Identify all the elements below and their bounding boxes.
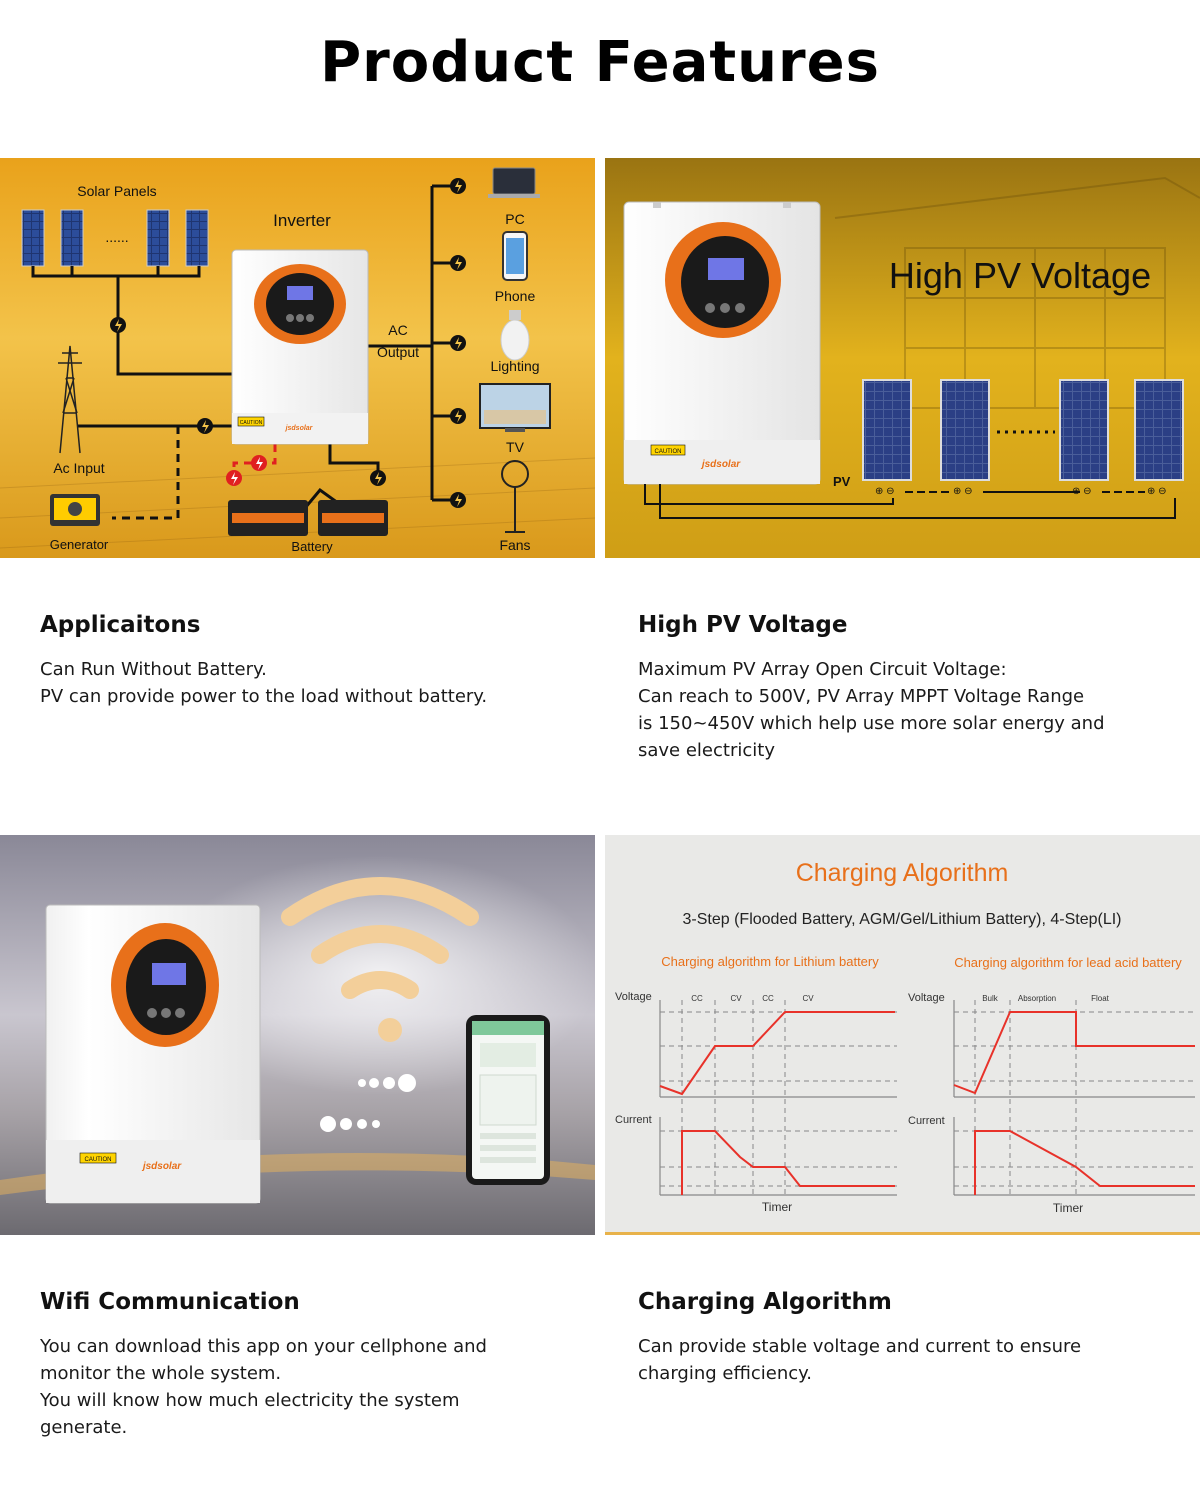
tv-icon — [480, 384, 550, 432]
charging-line: Can provide stable voltage and current to ensure — [638, 1336, 1082, 1357]
tv-label: TV — [506, 439, 524, 455]
applications-line: Can Run Without Battery. — [40, 659, 267, 680]
svg-text:⊕ ⊖: ⊕ ⊖ — [1072, 486, 1092, 497]
high-pv-line: Maximum PV Array Open Circuit Voltage: — [638, 659, 1007, 680]
panel-dots: ...... — [105, 229, 129, 245]
phone-label: Phone — [494, 288, 536, 304]
charging-line: charging efficiency. — [638, 1363, 812, 1384]
pv-label: PV — [833, 474, 851, 489]
wifi-heading: Wifi Communication — [40, 1289, 300, 1315]
phase-label: CC — [691, 994, 703, 1003]
high-pv-line: Can reach to 500V, PV Array MPPT Voltage Range — [638, 686, 1085, 707]
battery-icon — [228, 500, 388, 536]
current-axis-label: Current — [615, 1114, 652, 1126]
caution-label: CAUTION — [239, 420, 263, 426]
svg-text:⊕ ⊖: ⊕ ⊖ — [1147, 486, 1167, 497]
brand-logo: jsdsolar — [701, 459, 741, 470]
applications-caption — [40, 612, 570, 710]
phase-label: CV — [802, 994, 814, 1003]
phase-label: CV — [730, 994, 742, 1003]
fans-label: Fans — [499, 537, 531, 553]
wifi-line: generate. — [40, 1417, 128, 1438]
high-pv-caption-heading: High PV Voltage — [638, 612, 848, 638]
phase-label: Float — [1091, 994, 1109, 1003]
timer-axis-label: Timer — [761, 1200, 793, 1214]
output-label: Output — [376, 344, 420, 360]
applications-heading: Applicaitons — [40, 612, 201, 638]
lithium-chart-title: Charging algorithm for Lithium battery — [661, 954, 879, 969]
phase-label: Bulk — [982, 994, 998, 1003]
high-pv-caption — [638, 612, 1168, 764]
voltage-axis-label: Voltage — [908, 992, 945, 1004]
brand-logo: jsdsolar — [285, 425, 313, 432]
high-pv-line: save electricity — [638, 740, 775, 761]
smartphone-app-icon — [466, 1015, 550, 1185]
charging-panel-title: Charging Algorithm — [795, 859, 1009, 887]
lead-acid-chart-title: Charging algorithm for lead acid battery — [954, 955, 1182, 970]
voltage-axis-label: Voltage — [615, 991, 652, 1003]
ac-label: AC — [388, 322, 408, 338]
wifi-line: You will know how much electricity the system — [40, 1390, 460, 1411]
pc-label: PC — [505, 211, 525, 227]
current-axis-label: Current — [908, 1115, 945, 1127]
high-pv-voltage-image — [605, 158, 1200, 558]
inverter-image — [232, 250, 368, 444]
caution-label: CAUTION — [654, 449, 682, 455]
high-pv-line: is 150~450V which help use more solar energy and — [638, 713, 1105, 734]
phase-label: CC — [762, 994, 774, 1003]
applications-line: PV can provide power to the load without battery. — [40, 686, 488, 707]
brand-logo: jsdsolar — [142, 1161, 182, 1172]
inverter-image — [624, 202, 820, 484]
charging-panel-subtitle: 3-Step (Flooded Battery, AGM/Gel/Lithium Battery), 4-Step(LI) — [682, 911, 1122, 928]
inverter-label: Inverter — [273, 211, 331, 230]
charging-algorithm-image — [605, 835, 1200, 1235]
phone-icon — [503, 232, 527, 280]
solar-panels-label: Solar Panels — [77, 183, 157, 199]
svg-text:⊕ ⊖: ⊕ ⊖ — [953, 486, 973, 497]
wifi-communication-image — [0, 835, 595, 1235]
laptop-icon — [488, 168, 540, 198]
applications-diagram — [0, 158, 595, 558]
wifi-caption — [40, 1289, 570, 1441]
timer-axis-label: Timer — [1052, 1201, 1084, 1215]
wifi-line: monitor the whole system. — [40, 1363, 282, 1384]
generator-label: Generator — [49, 537, 109, 552]
svg-text:⊕ ⊖: ⊕ ⊖ — [875, 486, 895, 497]
lighting-label: Lighting — [490, 358, 540, 374]
ac-input-label: Ac Input — [53, 460, 105, 476]
charging-heading: Charging Algorithm — [638, 1289, 892, 1315]
charging-caption — [638, 1289, 1168, 1387]
battery-label: Battery — [291, 539, 333, 554]
phase-label: Absorption — [1017, 994, 1057, 1003]
page-title: Product Features — [320, 30, 880, 95]
inverter-image — [46, 905, 260, 1203]
caution-label: CAUTION — [84, 1157, 112, 1163]
high-pv-heading: High PV Voltage — [888, 255, 1152, 296]
generator-icon — [50, 494, 100, 526]
wifi-line: You can download this app on your cellphone and — [40, 1336, 487, 1357]
